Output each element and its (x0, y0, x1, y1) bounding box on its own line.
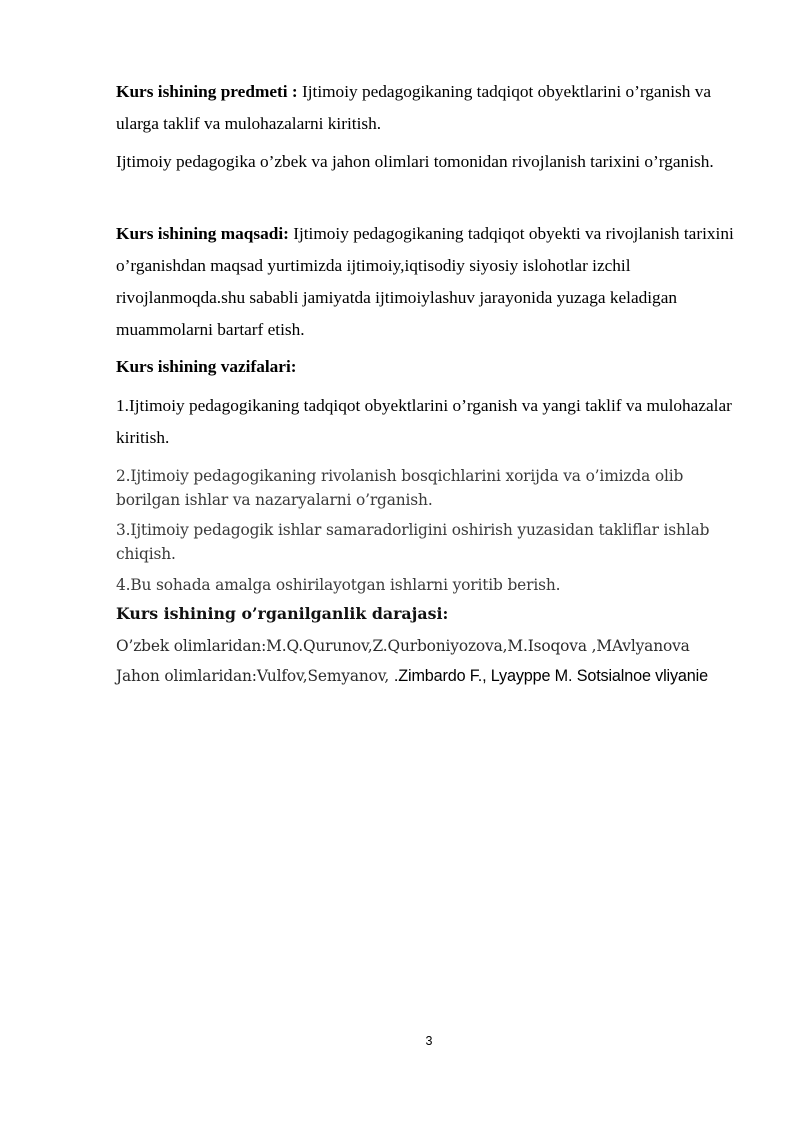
maqsadi-label: Kurs ishining maqsadi: (116, 224, 289, 243)
maqsadi-text: Ijtimoiy pedagogikaning tadqiqot obyekti va rivojlanish tarixini o’rganishdan maqsad yurtimizda ijtimoiy,iqtisodiy siyosiy islohotlar izchil rivojlanmoqda.shu sababli jamiyatda ijtimoiylashuv jarayonida yuzaga keladigan muammolarni bartarf etish. (116, 224, 734, 339)
uzbek-scholars-text: O’zbek olimlaridan:M.Q.Qurunov,Z.Qurboniyozova,M.Isoqova ,MAvlyanova (116, 637, 690, 655)
paragraph-maqsadi (116, 218, 746, 346)
vazifa-item-2-text: 2.Ijtimoiy pedagogikaning rivolanish bosqichlarini xorijda va o’imizda olib borilgan ishlar va nazaryalarni o’rganish. (116, 467, 684, 509)
predmeti-history-text: Ijtimoiy pedagogika o’zbek va jahon olimlari tomonidan rivojlanish tarixini o’rganish. (116, 152, 714, 171)
uzbek-scholars (116, 634, 736, 658)
paragraph-predmeti (116, 76, 746, 140)
vazifa-item-3-text: 3.Ijtimoiy pedagogik ishlar samaradorligini oshirish yuzasidan takliflar ishlab chiqish. (116, 521, 710, 563)
vazifa-item-3 (116, 518, 736, 566)
world-scholars-prefix: Jahon olimlaridan:Vulfov,Semyanov, (116, 667, 394, 685)
predmeti-text: Ijtimoiy pedagogikaning tadqiqot obyektlarini o’rganish va ularga taklif va mulohazalarni kiritish. (116, 82, 712, 133)
darajasi-label: Kurs ishining o’rganilganlik darajasi: (116, 604, 449, 623)
world-scholars (116, 664, 736, 688)
predmeti-label: Kurs ishining predmeti : (116, 82, 298, 101)
vazifa-item-2 (116, 464, 736, 512)
paragraph-predmeti-history (116, 146, 746, 178)
vazifalari-label: Kurs ishining vazifalari: (116, 357, 297, 376)
page-number: 3 (425, 1034, 433, 1048)
world-scholars-reference: .Zimbardo F., Lyayppe M. Sotsialnoe vliyanie (393, 667, 708, 685)
darajasi-heading (116, 602, 448, 626)
vazifa-item-4-text: 4.Bu sohada amalga oshirilayotgan ishlarni yoritib berish. (116, 576, 561, 594)
vazifa-item-1 (116, 390, 746, 454)
vazifalari-heading (116, 351, 746, 383)
vazifa-item-4 (116, 573, 736, 597)
vazifa-item-1-text: 1.Ijtimoiy pedagogikaning tadqiqot obyektlarini o’rganish va yangi taklif va mulohazalar kiritish. (116, 396, 732, 447)
